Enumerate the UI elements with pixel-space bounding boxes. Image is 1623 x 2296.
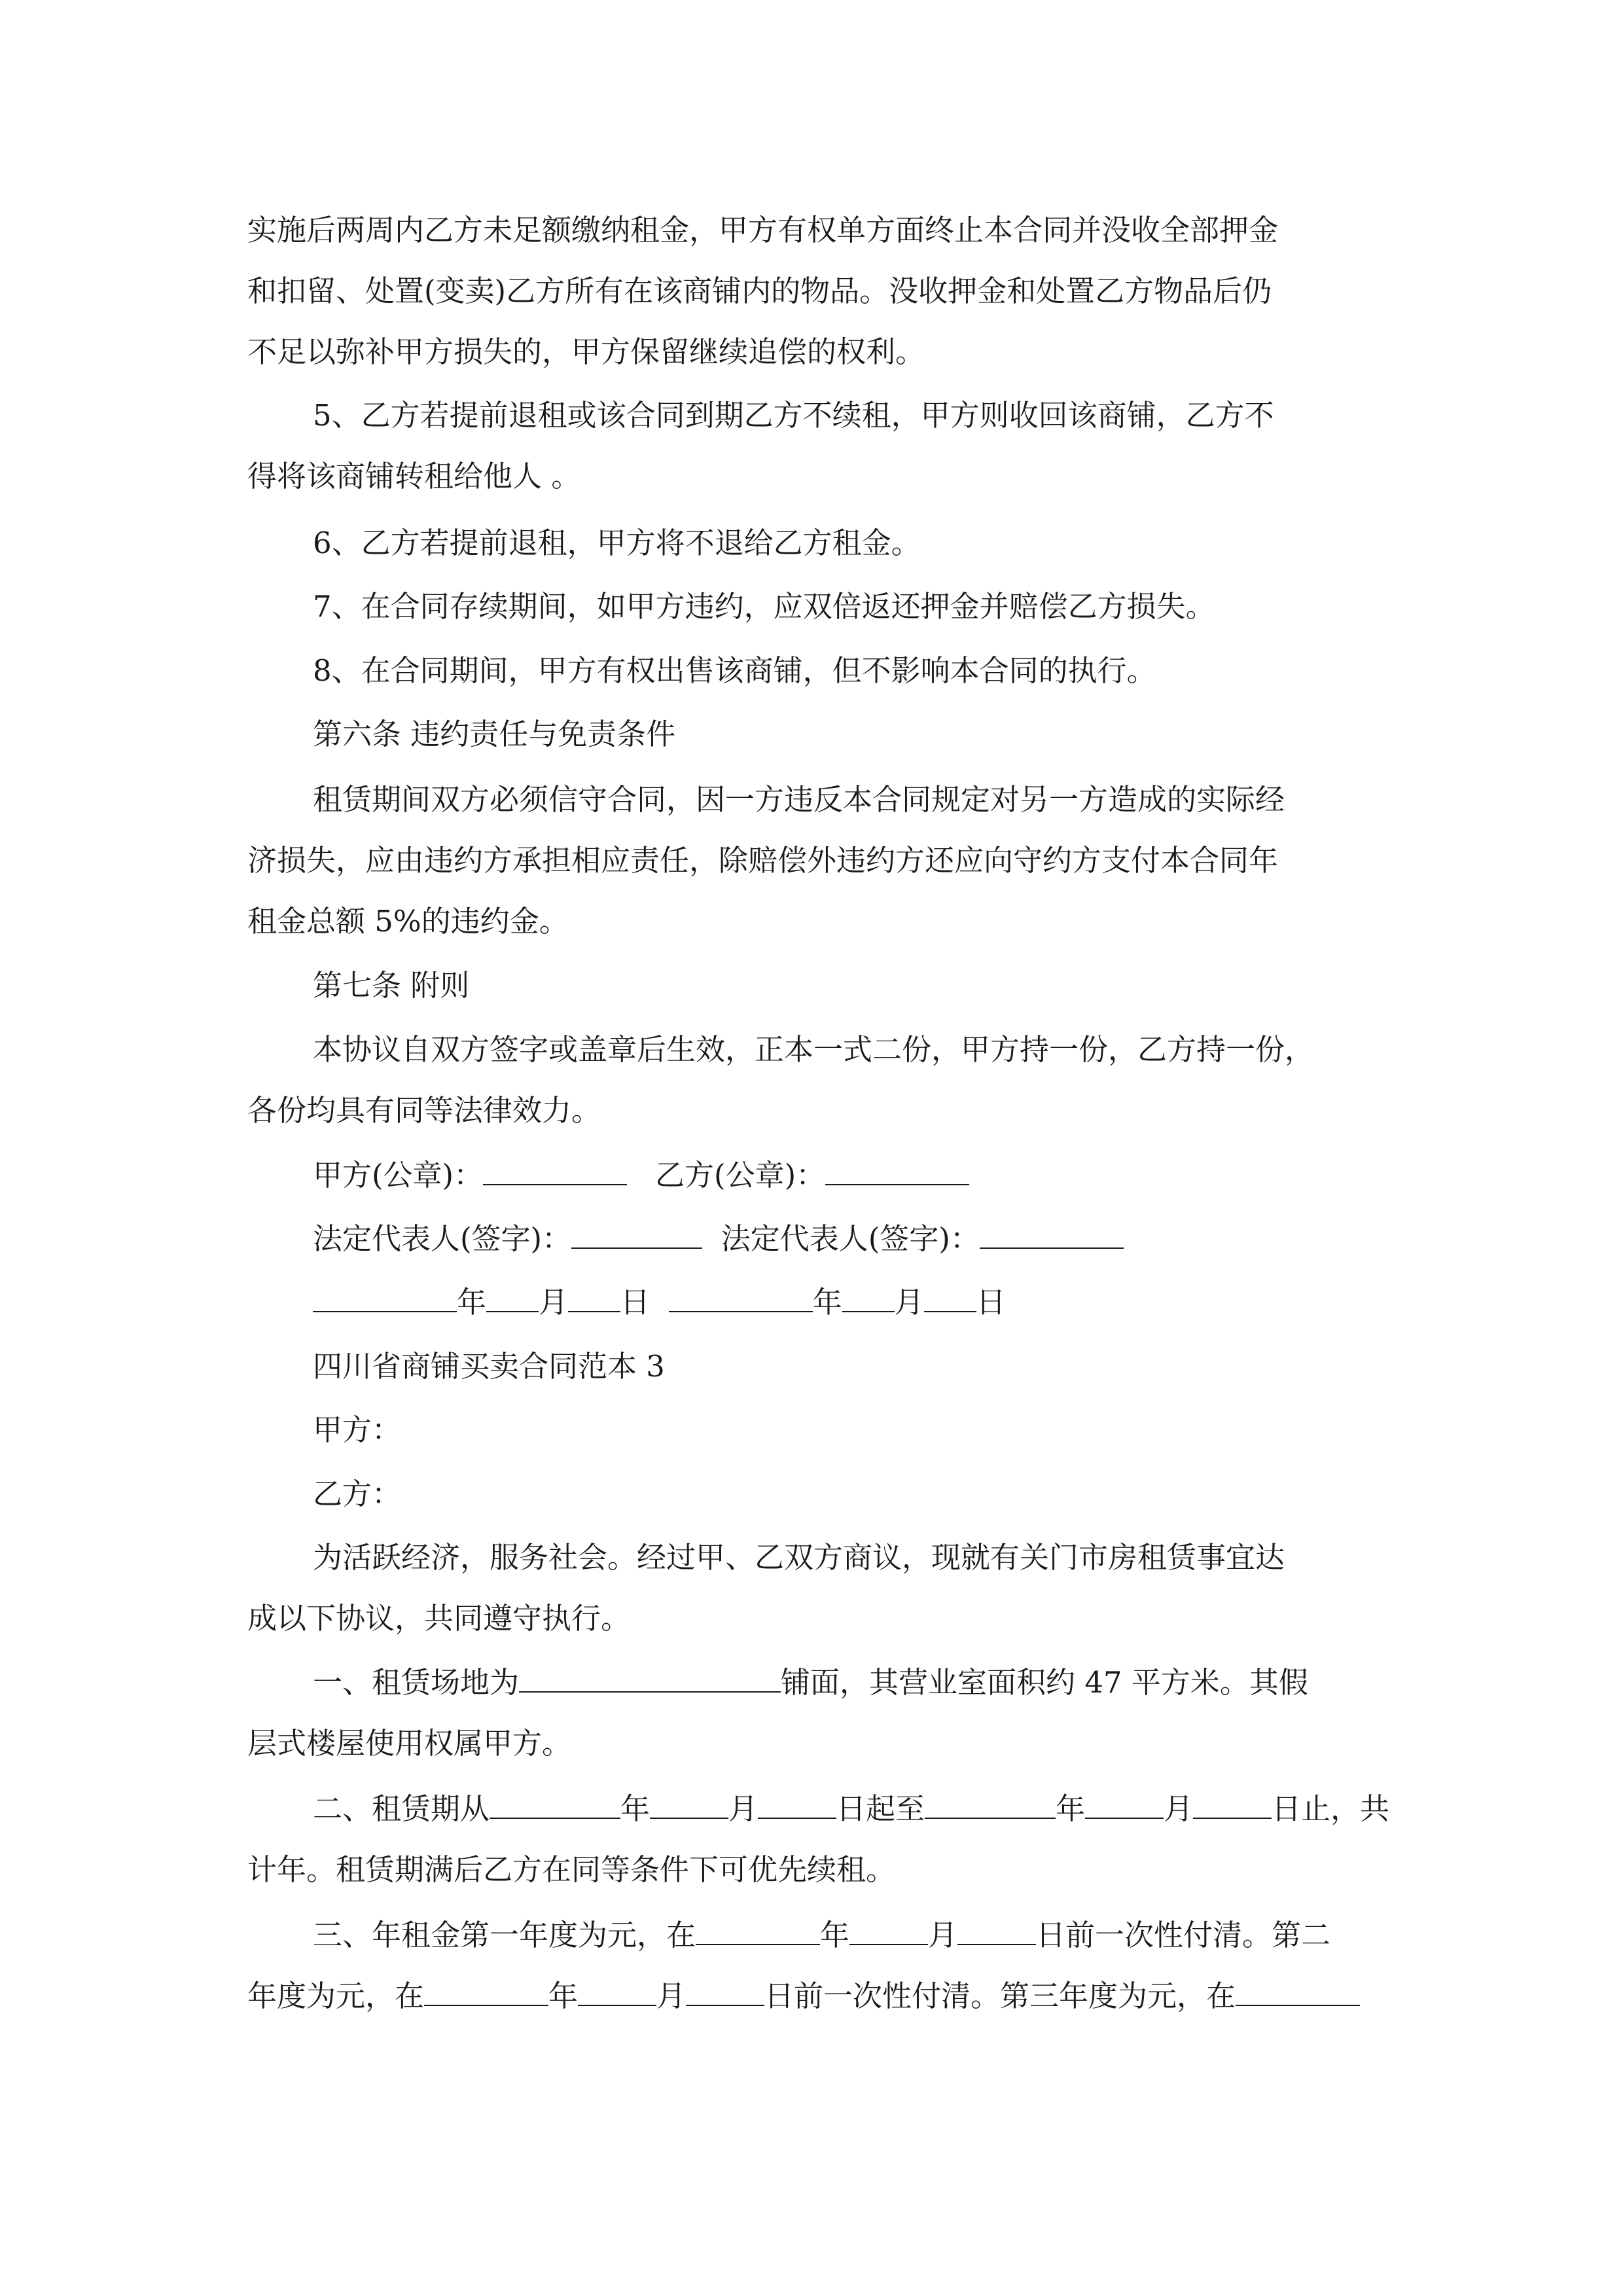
lease-term-label: 二、租赁期从 <box>313 1791 490 1826</box>
rent-2-year-blank[interactable] <box>424 1977 548 2006</box>
clause-5-line-2: 得将该商铺转租给他人 。 <box>247 459 581 493</box>
lease-end-year-blank[interactable] <box>925 1790 1056 1819</box>
year-label: 年 <box>548 1979 579 2013</box>
party-a-line: 甲方： <box>313 1412 402 1447</box>
rent-1-month-blank[interactable] <box>849 1916 928 1945</box>
article-6-para-line-3: 租金总额 5%的违约金。 <box>247 904 569 939</box>
rent-3-year-blank[interactable] <box>1236 1977 1360 2006</box>
lease-until-text: 日止，共 <box>1272 1791 1390 1826</box>
clause-4-cont-line-2: 和扣留、处置(变卖)乙方所有在该商铺内的物品。没收押金和处置乙方物品后仍 <box>247 274 1272 308</box>
rent-year-1-text: 三、年租金第一年度为元，在 <box>313 1918 696 1952</box>
lease-clause-1-line-2: 层式楼屋使用权属甲方。 <box>247 1726 572 1761</box>
lease-area-text: 铺面，其营业室面积约 47 平方米。其假 <box>781 1665 1308 1700</box>
rent-1-year-blank[interactable] <box>696 1916 820 1945</box>
signature-date-line <box>313 1283 1006 1322</box>
year-label: 年 <box>457 1285 487 1319</box>
rent-clause-3-line-2 <box>247 1977 1360 2016</box>
party-b-rep-label: 法定代表人(签字)： <box>721 1221 980 1256</box>
lease-clause-1-line-1 <box>313 1663 1308 1702</box>
month-label: 月 <box>728 1791 758 1826</box>
party-b-line: 乙方： <box>313 1477 402 1511</box>
preamble-line-2: 成以下协议，共同遵守执行。 <box>247 1601 631 1636</box>
rent-2-day-blank[interactable] <box>686 1977 764 2006</box>
rep-signature-line <box>313 1219 1124 1259</box>
article-7-para-line-2: 各份均具有同等法律效力。 <box>247 1093 601 1128</box>
party-b-seal-blank[interactable] <box>825 1157 969 1185</box>
party-b-seal-label: 乙方(公章)： <box>655 1158 826 1193</box>
month-label: 月 <box>928 1918 958 1952</box>
party-a-rep-blank[interactable] <box>571 1220 702 1249</box>
clause-7: 7、在合同存续期间，如甲方违约，应双倍返还押金并赔偿乙方损失。 <box>313 589 1215 624</box>
lease-clause-2-line-2: 计年。租赁期满后乙方在同等条件下可优先续租。 <box>247 1852 896 1887</box>
party-a-month-blank[interactable] <box>486 1283 539 1312</box>
rent-year-2-text: 日前一次性付清。第二 <box>1036 1918 1331 1952</box>
year-label: 年 <box>820 1918 850 1952</box>
article-7-heading: 第七条 附则 <box>313 968 470 1003</box>
month-label: 月 <box>894 1285 924 1319</box>
party-a-seal-blank[interactable] <box>483 1157 627 1185</box>
month-label: 月 <box>539 1285 569 1319</box>
party-a-day-blank[interactable] <box>568 1283 620 1312</box>
lease-end-month-blank[interactable] <box>1085 1790 1164 1819</box>
lease-start-year-blank[interactable] <box>490 1790 620 1819</box>
party-b-rep-blank[interactable] <box>980 1220 1124 1249</box>
party-b-year-blank[interactable] <box>669 1283 813 1312</box>
article-6-para-line-1: 租赁期间双方必须信守合同，因一方违反本合同规定对另一方造成的实际经 <box>313 782 1285 817</box>
year-label: 年 <box>812 1285 842 1319</box>
article-7-para-line-1: 本协议自双方签字或盖章后生效，正本一式二份，甲方持一份，乙方持一份， <box>313 1032 1315 1067</box>
rent-year-3-text: 日前一次性付清。第三年度为元，在 <box>764 1979 1236 2013</box>
year-label: 年 <box>620 1791 651 1826</box>
party-b-day-blank[interactable] <box>924 1283 976 1312</box>
party-b-month-blank[interactable] <box>842 1283 895 1312</box>
contract-3-title: 四川省商铺买卖合同范本 3 <box>313 1349 665 1384</box>
lease-from-text: 日起至 <box>836 1791 925 1826</box>
lease-venue-blank[interactable] <box>519 1664 781 1693</box>
rent-year-2-label: 年度为元，在 <box>247 1979 425 2013</box>
clause-6: 6、乙方若提前退租，甲方将不退给乙方租金。 <box>313 526 921 560</box>
rent-2-month-blank[interactable] <box>578 1977 656 2006</box>
clause-4-cont-line-3: 不足以弥补甲方损失的，甲方保留继续追偿的权利。 <box>247 334 925 369</box>
party-a-rep-label: 法定代表人(签字)： <box>313 1221 572 1256</box>
clause-8: 8、在合同期间，甲方有权出售该商铺，但不影响本合同的执行。 <box>313 653 1156 688</box>
rent-clause-3-line-1 <box>313 1916 1330 1955</box>
lease-start-day-blank[interactable] <box>758 1790 836 1819</box>
party-a-year-blank[interactable] <box>313 1283 457 1312</box>
year-label: 年 <box>1056 1791 1086 1826</box>
clause-4-cont-line-1: 实施后两周内乙方未足额缴纳租金，甲方有权单方面终止本合同并没收全部押金 <box>247 213 1279 247</box>
lease-clause-2-line-1 <box>313 1789 1389 1829</box>
day-label: 日 <box>620 1285 651 1319</box>
day-label: 日 <box>976 1285 1006 1319</box>
month-label: 月 <box>656 1979 687 2013</box>
lease-start-month-blank[interactable] <box>650 1790 728 1819</box>
preamble-line-1: 为活跃经济，服务社会。经过甲、乙双方商议，现就有关门市房租赁事宜达 <box>313 1540 1285 1575</box>
month-label: 月 <box>1164 1791 1194 1826</box>
article-6-para-line-2: 济损失，应由违约方承担相应责任，除赔偿外违约方还应向守约方支付本合同年 <box>247 843 1279 878</box>
seal-signature-line <box>313 1156 969 1195</box>
lease-end-day-blank[interactable] <box>1193 1790 1272 1819</box>
clause-5-line-1: 5、乙方若提前退租或该合同到期乙方不续租，甲方则收回该商铺，乙方不 <box>313 398 1274 433</box>
party-a-seal-label: 甲方(公章)： <box>313 1158 484 1193</box>
rent-1-day-blank[interactable] <box>957 1916 1036 1945</box>
lease-venue-label: 一、租赁场地为 <box>313 1665 520 1700</box>
article-6-heading: 第六条 违约责任与免责条件 <box>313 717 676 751</box>
